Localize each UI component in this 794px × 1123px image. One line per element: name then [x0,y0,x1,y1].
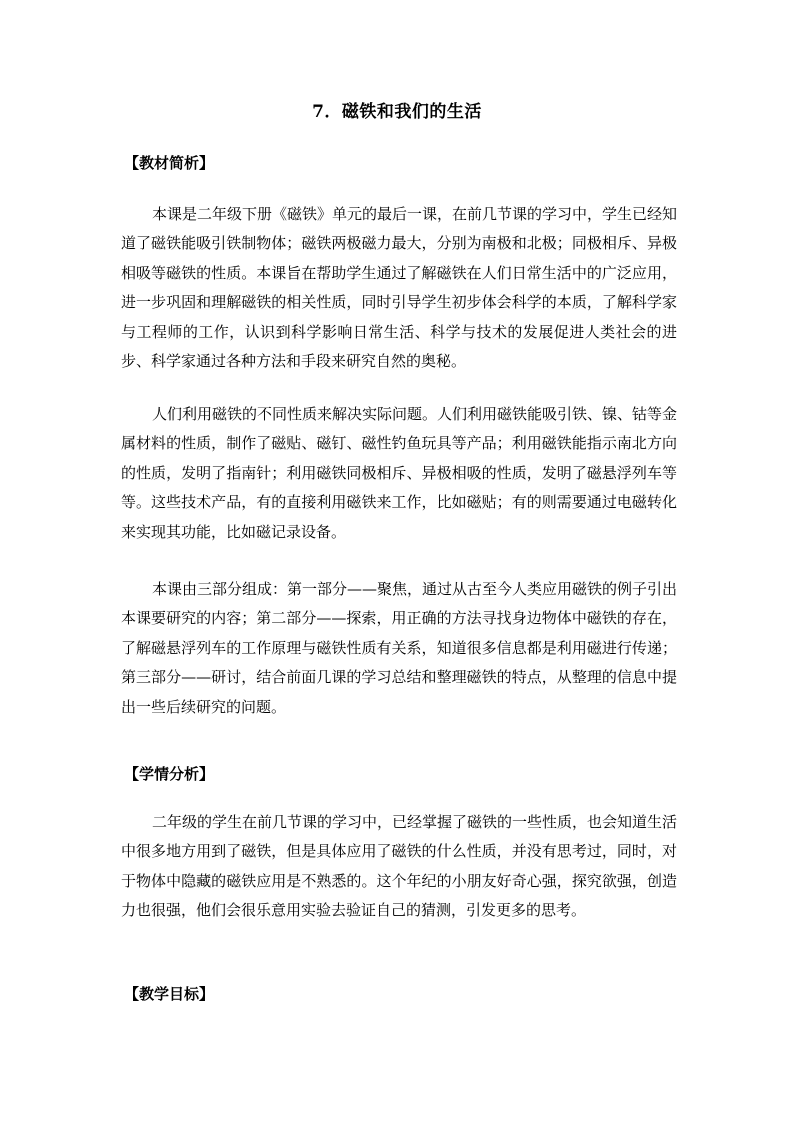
paragraph-textbook-analysis-2: 人们利用磁铁的不同性质来解决实际问题。人们利用磁铁能吸引铁、镍、钴等金属材料的性质，制作了磁贴、磁钉、磁性钓鱼玩具等产品；利用磁铁能指示南北方向的性质，发明了指南针；利用磁铁同极相斥、异极相吸的性质，发明了磁悬浮列车等等。这些技术产品，有的直接利用磁铁来工作，比如磁贴；有的则需要通过电磁转化来实现其功能，比如磁记录设备。 [121,405,678,541]
paragraph-student-analysis-1: 二年级的学生在前几节课的学习中，已经掌握了磁铁的一些性质，也会知道生活中很多地方用到了磁铁，但是具体应用了磁铁的什么性质，并没有思考过，同时，对于物体中隐藏的磁铁应用是不熟悉的。这个年纪的小朋友好奇心强，探究欲强，创造力也很强，他们会很乐意用实验去验证自己的猜测，引发更多的思考。 [121,813,678,920]
section-heading-student-analysis: 【学情分析】 [124,765,215,783]
section-heading-textbook-analysis: 【教材简析】 [124,154,215,172]
document-title: 7．磁铁和我们的生活 [312,102,482,122]
paragraph-textbook-analysis-1: 本课是二年级下册《磁铁》单元的最后一课，在前几节课的学习中，学生已经知道了磁铁能吸引铁制物体；磁铁两极磁力最大，分别为南极和北极；同极相斥、异极相吸等磁铁的性质。本课旨在帮助学生通过了解磁铁在人们日常生活中的广泛应用，进一步巩固和理解磁铁的相关性质，同时引导学生初步体会科学的本质，了解科学家与工程师的工作，认识到科学影响日常生活、科学与技术的发展促进人类社会的进步、科学家通过各种方法和手段来研究自然的奥秘。 [121,205,678,371]
paragraph-textbook-analysis-3: 本课由三部分组成：第一部分——聚焦，通过从古至今人类应用磁铁的例子引出本课要研究的内容；第二部分——探索，用正确的方法寻找身边物体中磁铁的存在，了解磁悬浮列车的工作原理与磁铁性质有关系，知道很多信息都是利用磁进行传递；第三部分——研讨，结合前面几课的学习总结和整理磁铁的特点，从整理的信息中提出一些后续研究的问题。 [121,580,678,716]
section-heading-teaching-objectives: 【教学目标】 [124,985,215,1003]
